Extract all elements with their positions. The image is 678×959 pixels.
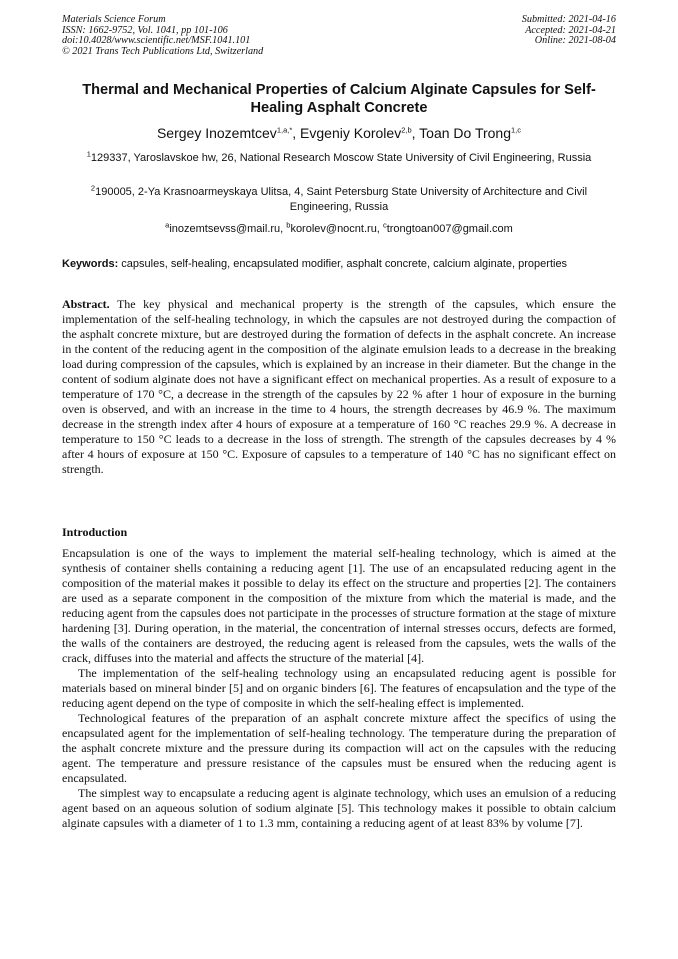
- dates-info: [522, 15, 616, 47]
- abstract-text: The key physical and mechanical property is the strength of the capsules, which ensure the implementation of the self-healing technology, in which the capsules are not destroyed during the compaction of the asphalt concrete mixture, but are destroyed during the formation of defects in the asphalt concrete. An increase in the content of the reducing agent in the composition of the alginate emulsion leads to a decrease in the breaking load during compression of the capsules, which is explained by an increase in their diameter. But the change in the content of sodium alginate does not have a significant effect on mechanical properties. As a result of exposure to a temperature of 170 °C, a decrease in the strength of the capsules by 22 % after 1 hour of exposure in the burning oven is observed, and with an increase in the time to 4 hours, the strength decreases by 46.9 %. The maximum decrease in the strength index after 4 hours of exposure at a temperature of 160 °C reaches 29.9 %. A decrease in temperature to 150 °C leads to a decrease in the loss of strength. The strength of the capsules decreases by 4 % after 4 hours of exposure at 150 °C. Exposure of capsules to a temperature of 140 °C has no significant effect on strength.: [62, 297, 616, 476]
- accepted-date: Accepted: 2021-04-21: [525, 24, 616, 36]
- section-heading-introduction: Introduction: [62, 525, 128, 539]
- introduction-body: [62, 546, 616, 831]
- paragraph: Technological features of the preparation of an asphalt concrete mixture affect the specifics of using the encapsulated agent for the implementation of self-healing technology. The temperature during the preparation of the asphalt concrete mixture and the pressure during its compaction will act on the capsules with the reducing agent. The temperature and pressure resistance of the capsules must be ensured when the reducing agent is encapsulated.: [62, 711, 616, 785]
- author: Toan Do Trong$^{1,c}$: [419, 125, 522, 141]
- keywords-text: capsules, self-healing, encapsulated modifier, asphalt concrete, calcium alginate, properties: [118, 258, 568, 270]
- journal-info: [62, 15, 263, 57]
- copyright-line: © 2021 Trans Tech Publications Ltd, Switzerland: [62, 45, 264, 57]
- submitted-date: Submitted: 2021-04-16: [521, 14, 616, 25]
- author-list: [62, 124, 616, 142]
- affiliation-1: $^1$129337, Yaroslavskoe hw, 26, National Research Moscow State University of Civil Engineering, Russia: [86, 149, 592, 164]
- abstract: [62, 297, 616, 477]
- abstract-label: Abstract.: [62, 297, 110, 311]
- email-link[interactable]: korolev@nocnt.ru,: [290, 223, 383, 235]
- doi-line: doi:10.4028/www.scientific.net/MSF.1041.101: [62, 35, 251, 47]
- author: Sergey Inozemtcev$^{1,a,*}$,: [156, 125, 301, 141]
- author-emails: $^a$inozemtsevss@mail.ru, $^b$korolev@nocnt.ru, $^c$trongtoan007@gmail.com: [165, 220, 513, 235]
- email-link[interactable]: inozemtsevss@mail.ru,: [169, 223, 287, 235]
- author: Evgeniy Korolev$^{2,b}$,: [300, 125, 420, 141]
- paragraph: The simplest way to encapsulate a reducing agent is alginate technology, which uses an emulsion of a reducing agent based on an aqueous solution of sodium alginate [5]. This technology makes it possible to obtain calcium alginate capsules with a diameter of 1 to 1.3 mm, containing a reducing agent of at least 83% by volume [7].: [62, 786, 616, 830]
- paragraph: Encapsulation is one of the ways to implement the material self-healing technology, which is aimed at the synthesis of container shells containing a reducing agent [1]. The use of an encapsulated reducing agent in the composition of the material makes it possible to delay its effect on the structure and properties [2]. The containers are used as a separate component in the composition of the mixture from which the material is made, and the reducing agent from the capsules does not participate in the processes of structure formation at the stage of mixture hardening [3]. During operation, in the material, the concentration of internal stresses occurs, defects are formed, the walls of the containers are destroyed, the reducing agent is released from the capsules, wets the walls of the crack, diffuses into the material and affects the structure of the material [4].: [62, 546, 616, 665]
- paper-title: Thermal and Mechanical Properties of Calcium Alginate Capsules for Self-Healing Asphalt Concrete: [82, 82, 596, 116]
- journal-name: Materials Science Forum: [62, 14, 166, 25]
- issn-line: ISSN: 1662-9752, Vol. 1041, pp 101-106: [62, 24, 228, 36]
- email-link[interactable]: trongtoan007@gmail.com: [386, 223, 513, 235]
- keywords-label: Keywords:: [62, 258, 119, 270]
- keywords: [62, 257, 616, 271]
- affiliation-2: $^2$190005, 2-Ya Krasnoarmeyskaya Ulitsa, 4, Saint Petersburg State University of Architecture and Civil Engineering, Russia: [90, 183, 588, 213]
- online-date: Online: 2021-08-04: [534, 35, 616, 47]
- paragraph: The implementation of the self-healing technology using an encapsulated reducing agent is possible for materials based on mineral binder [5] and on organic binders [6]. The features of encapsulation and the type of the reducing agent depend on the type of composite in which the self-healing effect is implemented.: [62, 666, 616, 710]
